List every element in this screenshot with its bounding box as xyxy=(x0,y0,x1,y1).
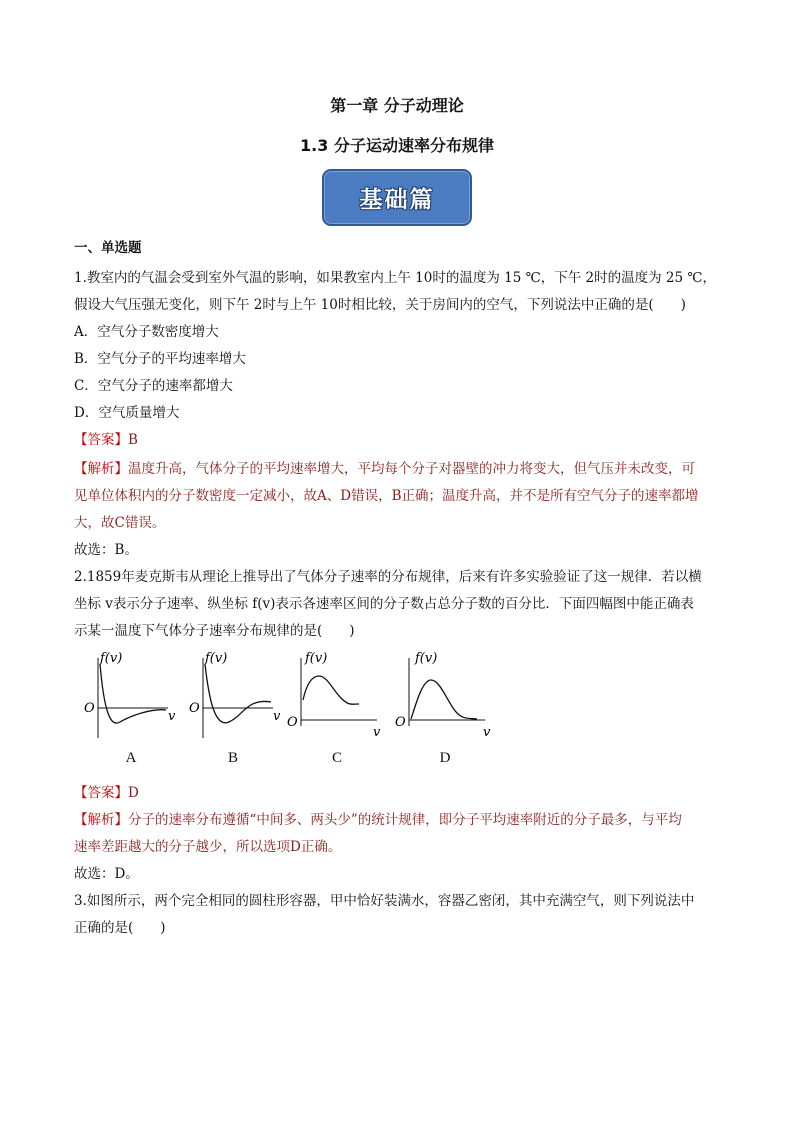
level-badge xyxy=(322,169,472,226)
graph-a-caption: A xyxy=(125,750,137,766)
analysis-text: 温度升高，气体分子的平均速率增大，平均每个分子对器壁的冲力将变大，但气压并未改变，可 xyxy=(128,461,695,477)
graph-d-origin: O xyxy=(395,715,406,730)
answer-tag: 【答案】 xyxy=(74,432,128,448)
analysis-tag: 【解析】 xyxy=(74,461,128,477)
q1-option-c: C．空气分子的速率都增大 xyxy=(74,378,233,394)
q1-option-a: A．空气分子数密度增大 xyxy=(74,324,219,340)
q1-analysis-line-2: 见单位体积内的分子数密度一定减小，故A、D错误，B正确；温度升高，并不是所有空气分子的速率都增 xyxy=(74,488,699,504)
chapter-title: 第一章 分子动理论 xyxy=(330,96,464,115)
graph-a-y-label: f(v) xyxy=(100,651,123,666)
answer-value: B xyxy=(128,432,138,448)
analysis-text: 分子的速率分布遵循“中间多、两头少”的统计规律，即分子平均速率附近的分子最多，与平均 xyxy=(128,812,682,828)
q1-analysis-line-3: 大，故C错误。 xyxy=(74,515,166,531)
q1-option-b: B．空气分子的平均速率增大 xyxy=(74,351,246,367)
graph-d-x-label: v xyxy=(483,725,491,740)
graph-b-origin: O xyxy=(189,701,200,716)
answer-value: D xyxy=(128,785,139,801)
graph-b-y-label: f(v) xyxy=(205,651,228,666)
section-title: 1.3 分子运动速率分布规律 xyxy=(300,136,494,155)
graph-a xyxy=(82,650,182,745)
q2-choice: 故选：D。 xyxy=(74,866,139,882)
answer-tag: 【答案】 xyxy=(74,785,128,801)
question-type-heading: 一、单选题 xyxy=(74,240,142,256)
graph-c-caption: C xyxy=(331,750,342,766)
graph-a-x-label: v xyxy=(168,709,176,724)
q1-choice: 故选：B。 xyxy=(74,542,138,558)
level-badge-label: 基础篇 xyxy=(359,186,435,213)
q1-analysis-line-1 xyxy=(74,459,695,479)
q2-stem-line-1: 2.1859年麦克斯韦从理论上推导出了气体分子速率的分布规律，后来有许多实验验证了这一规律．若以横 xyxy=(74,569,702,585)
analysis-tag: 【解析】 xyxy=(74,812,128,828)
graph-b-x-label: v xyxy=(273,709,281,724)
q1-answer xyxy=(74,430,138,450)
q3-stem-line-1: 3.如图所示，两个完全相同的圆柱形容器，甲中恰好装满水，容器乙密闭，其中充满空气，则下列说法中 xyxy=(74,893,695,909)
graph-c-y-label: f(v) xyxy=(305,651,328,666)
graph-c xyxy=(285,650,390,745)
graph-b-caption: B xyxy=(227,750,238,766)
q1-stem-line-2: 假设大气压强无变化，则下午 2时与上午 10时相比较，关于房间内的空气，下列说法中正确的是( ) xyxy=(74,297,686,313)
q3-stem-line-2: 正确的是( ) xyxy=(74,920,166,936)
graph-c-origin: O xyxy=(287,715,298,730)
graph-d-caption: D xyxy=(439,750,451,766)
q2-stem-line-2: 坐标 v表示分子速率、纵坐标 f(v)表示各速率区间的分子数占总分子数的百分比．下面四幅图中能正确表 xyxy=(74,596,694,612)
q2-analysis-line-2: 速率差距越大的分子越少，所以选项D正确。 xyxy=(74,839,342,855)
q1-option-d: D．空气质量增大 xyxy=(74,405,180,421)
graph-d xyxy=(393,650,498,745)
q2-analysis-line-1 xyxy=(74,810,682,830)
q2-stem-line-3: 示某一温度下气体分子速率分布规律的是( ) xyxy=(74,623,355,639)
graph-c-x-label: v xyxy=(373,725,381,740)
q2-answer xyxy=(74,783,139,803)
graph-a-origin: O xyxy=(84,701,95,716)
q1-stem-line-1: 1.教室内的气温会受到室外气温的影响，如果教室内上午 10时的温度为 15 ℃，下午 2时的温度为 25 ℃， xyxy=(74,270,716,286)
graph-b xyxy=(187,650,287,745)
graph-d-y-label: f(v) xyxy=(415,651,438,666)
